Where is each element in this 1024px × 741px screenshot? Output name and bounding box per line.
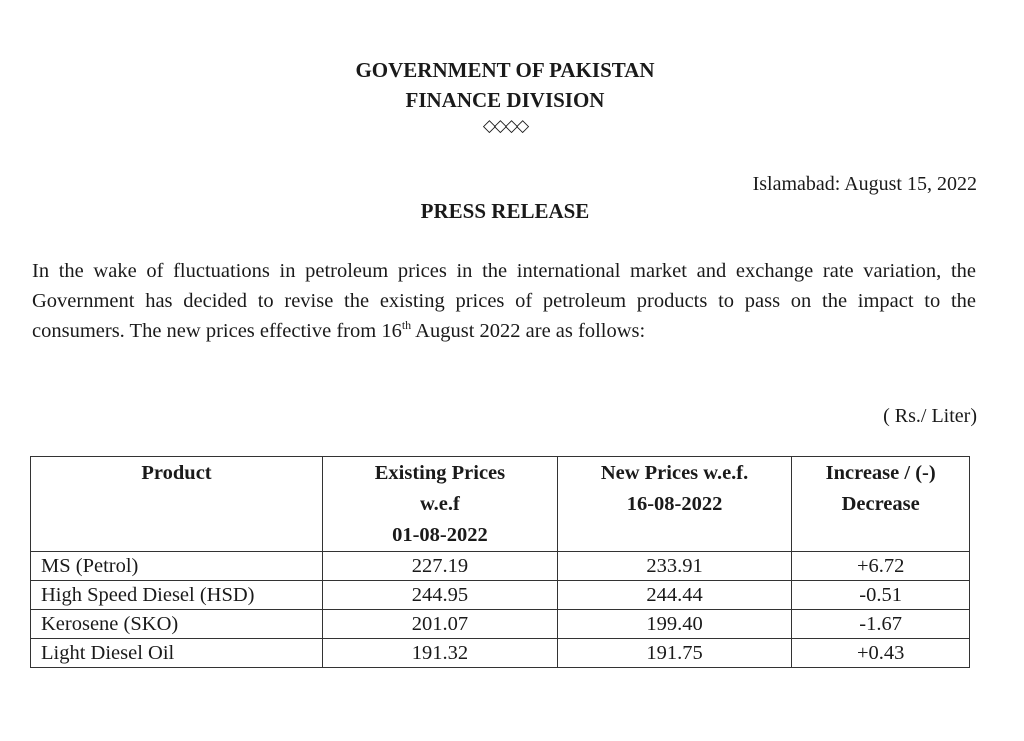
- intro-text-start: In the wake of fluctuations in petroleum prices in the international market and exchange rate variation, the Government has decided to revise the existing prices of petroleum products to pass on the impact to the consumers. The new prices effective from 16: [32, 260, 976, 342]
- product-name: Kerosene (SKO): [31, 610, 323, 639]
- new-price: 191.75: [557, 639, 792, 668]
- header-product-label: Product: [141, 462, 212, 484]
- new-price: 199.40: [557, 610, 792, 639]
- table-row: [31, 610, 970, 639]
- header-change-line2: Decrease: [841, 493, 920, 515]
- table-row: [31, 639, 970, 668]
- price-table: [30, 456, 970, 668]
- intro-ordinal-suffix: th: [401, 318, 412, 333]
- existing-price: 244.95: [323, 581, 558, 610]
- unit-note: ( Rs./ Liter): [883, 405, 977, 427]
- existing-price: 201.07: [323, 610, 558, 639]
- product-name: Light Diesel Oil: [31, 639, 323, 668]
- place-and-date: Islamabad: August 15, 2022: [752, 173, 977, 195]
- header-existing-line3: 01-08-2022: [392, 524, 488, 546]
- new-price: 233.91: [557, 552, 792, 581]
- product-name: MS (Petrol): [31, 552, 323, 581]
- press-release-title: PRESS RELEASE: [420, 199, 590, 223]
- price-change: +0.43: [792, 639, 970, 668]
- header-existing-prices: [323, 457, 558, 552]
- header-product: [31, 457, 323, 552]
- new-price: 244.44: [557, 581, 792, 610]
- table-row: [31, 581, 970, 610]
- header-change: [792, 457, 970, 552]
- header-new-line1: New Prices w.e.f.: [600, 462, 749, 484]
- product-name: High Speed Diesel (HSD): [31, 581, 323, 610]
- price-change: +6.72: [792, 552, 970, 581]
- price-change: -1.67: [792, 610, 970, 639]
- table-row: [31, 552, 970, 581]
- header-change-line1: Increase / (-): [825, 462, 936, 484]
- table-header-row: [31, 457, 970, 552]
- header-existing-line2: w.e.f: [420, 493, 460, 515]
- header-new-prices: [557, 457, 792, 552]
- existing-price: 227.19: [323, 552, 558, 581]
- intro-text-end: August 2022 are as follows:: [411, 320, 646, 342]
- organization-heading: GOVERNMENT OF PAKISTAN: [355, 58, 655, 82]
- header-new-line2: 16-08-2022: [626, 493, 723, 515]
- price-change: -0.51: [792, 581, 970, 610]
- header-existing-line1: Existing Prices: [374, 462, 506, 484]
- division-heading: FINANCE DIVISION: [405, 88, 605, 112]
- diamond-ornament-icon: ◇◇◇◇: [482, 116, 528, 135]
- intro-paragraph: [32, 256, 976, 346]
- existing-price: 191.32: [323, 639, 558, 668]
